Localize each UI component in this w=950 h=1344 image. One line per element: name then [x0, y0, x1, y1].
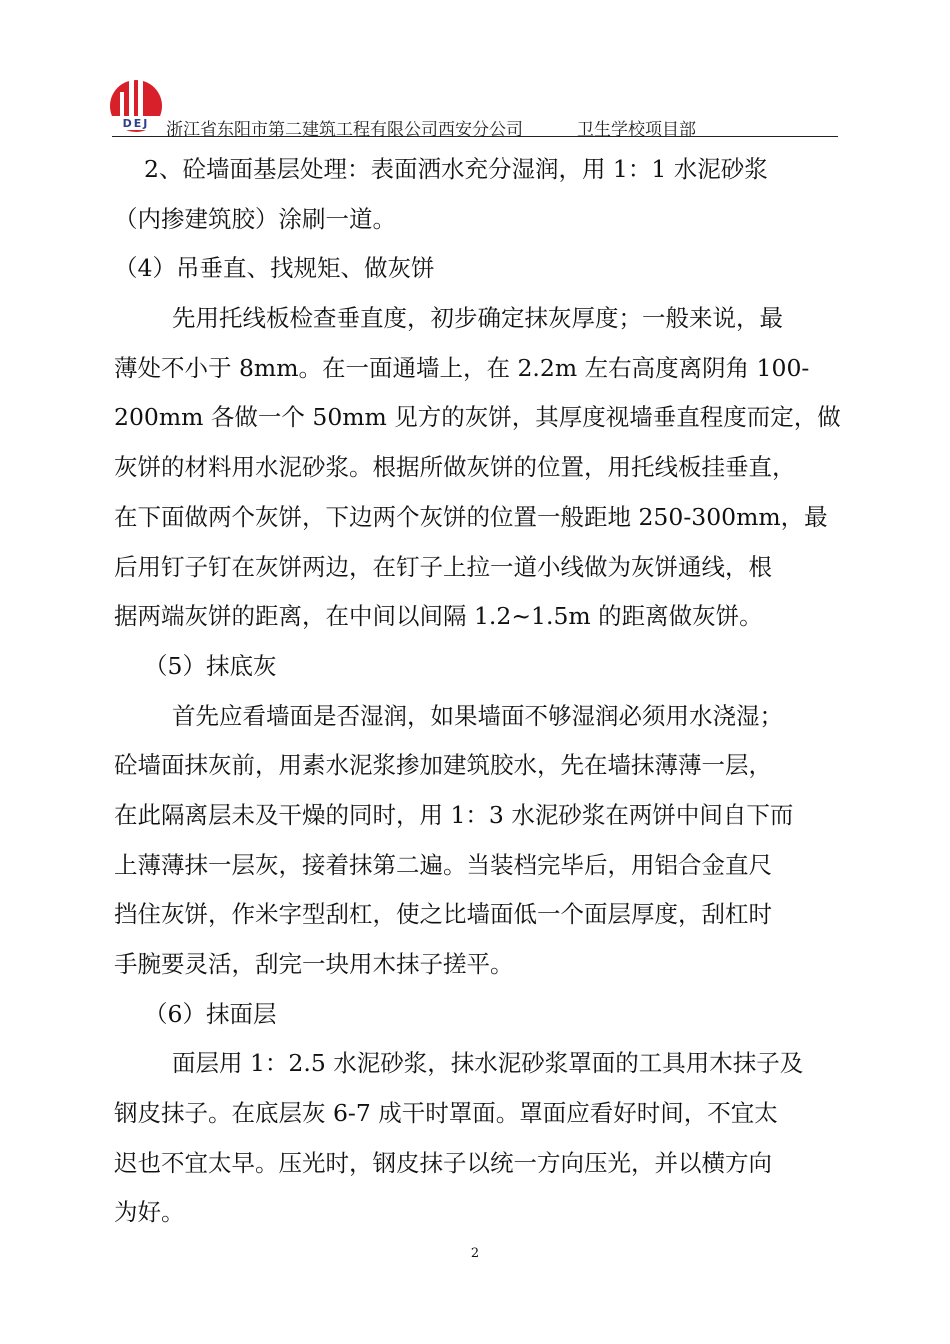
text-line: 后用钉子钉在灰饼两边，在钉子上拉一道小线做为灰饼通线，根: [114, 552, 772, 581]
text-line: 首先应看墙面是否湿润，如果墙面不够湿润必须用水浇湿；: [172, 701, 783, 730]
text-line: 薄处不小于 8mm。在一面通墙上，在 2.2m 左右高度离阴角 100-: [114, 353, 810, 382]
project-department: 卫生学校项目部: [577, 120, 696, 140]
text-line: 据两端灰饼的距离，在中间以间隔 1.2~1.5m 的距离做灰饼。: [114, 602, 763, 631]
text-line: 2、砼墙面基层处理：表面洒水充分湿润，用 1：1 水泥砂浆: [144, 155, 768, 183]
text-line: 手腕要灵活，刮完一块用木抹子搓平。: [114, 950, 514, 978]
text-line: （4）吊垂直、找规矩、做灰饼: [114, 254, 435, 283]
text-line: 灰饼的材料用水泥砂浆。根据所做灰饼的位置，用托线板挂垂直，: [114, 453, 796, 482]
text-line: 在下面做两个灰饼，下边两个灰饼的位置一般距地 250-300mm，最: [114, 502, 828, 531]
text-line: 砼墙面抹灰前，用素水泥浆掺加建筑胶水，先在墙抹薄薄一层，: [114, 751, 772, 780]
text-line: （内掺建筑胶）涂刷一道。: [114, 204, 396, 233]
text-line: 挡住灰饼，作米字型刮杠，使之比墙面低一个面层厚度，刮杠时: [114, 900, 772, 929]
text-line: 200mm 各做一个 50mm 见方的灰饼，其厚度视墙垂直程度而定，做: [114, 403, 841, 432]
document-body: [114, 145, 849, 1238]
text-line: 面层用 1：2.5 水泥砂浆，抹水泥砂浆罩面的工具用木抹子及: [172, 1049, 804, 1078]
text-line: 迟也不宜太早。压光时，钢皮抹子以统一方向压光，并以横方向: [114, 1148, 772, 1177]
page-number: 2: [470, 1246, 480, 1261]
header-rule: [112, 136, 838, 137]
text-line: （5）抹底灰: [144, 651, 277, 680]
text-line: 钢皮抹子。在底层灰 6-7 成干时罩面。罩面应看好时间，不宜太: [114, 1099, 778, 1128]
text-line: （6）抹面层: [144, 999, 277, 1028]
text-line: 在此隔离层未及干燥的同时，用 1：3 水泥砂浆在两饼中间自下而: [114, 800, 794, 829]
company-logo: [108, 70, 164, 134]
company-name: 浙江省东阳市第二建筑工程有限公司西安分公司: [166, 120, 523, 140]
logo-text: DEJ: [122, 117, 150, 130]
text-line: 先用托线板检查垂直度，初步确定抹灰厚度；一般来说，最: [172, 304, 783, 333]
text-line: 上薄薄抹一层灰，接着抹第二遍。当装档完毕后，用铝合金直尺: [114, 850, 772, 879]
text-line: 为好。: [114, 1198, 185, 1227]
